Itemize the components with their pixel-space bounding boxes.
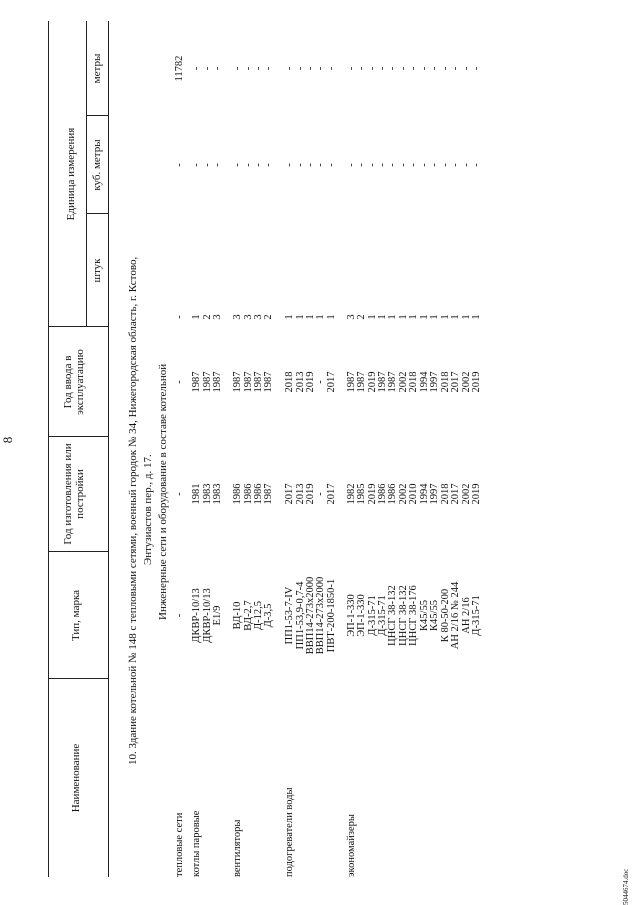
cell-year-commissioned: 1987 (253, 371, 264, 393)
cell-cubic: - (461, 163, 472, 167)
cell-year-made: 1986 (253, 483, 264, 505)
cell-pieces: 3 (243, 314, 254, 320)
cell-cubic: - (356, 163, 367, 167)
cell-year-commissioned: 1987 (356, 371, 367, 393)
cell-year-commissioned: 1987 (202, 371, 213, 393)
cell-year-made: 2017 (284, 483, 295, 505)
cell-year-commissioned: 1987 (191, 371, 202, 393)
cell-year-commissioned: 2018 (284, 371, 295, 393)
cell-year-commissioned: 2018 (408, 371, 419, 393)
cell-cubic: - (367, 163, 378, 167)
cell-meters: - (377, 66, 388, 71)
cell-year-commissioned: 2018 (440, 371, 451, 393)
cell-year-commissioned: 2019 (305, 371, 316, 393)
cell-pieces: 1 (295, 314, 306, 320)
cell-type: - (174, 613, 185, 618)
cell-pieces: 1 (408, 314, 419, 320)
cell-year-made: 1986 (232, 483, 243, 505)
cell-year-commissioned: 2017 (326, 371, 337, 393)
cell-cubic: - (346, 163, 357, 167)
cell-meters: - (191, 66, 202, 71)
cell-type: ДКВР-10/13 (191, 588, 202, 643)
cell-type: ПП1-53,9-0,7-4 (295, 581, 306, 650)
header-unit-cubic: куб. метры (91, 139, 103, 191)
cell-meters: - (202, 66, 213, 71)
cell-year-commissioned: 1987 (232, 371, 243, 393)
cell-pieces: 3 (253, 314, 264, 320)
header-name: Наименование (70, 743, 82, 813)
col-divider-3 (48, 436, 108, 437)
cell-year-made: 1986 (377, 483, 388, 505)
cell-meters: - (232, 66, 243, 71)
cell-year-made: 2017 (450, 483, 461, 505)
cell-meters: - (429, 66, 440, 71)
cell-type: Д-315-71 (377, 595, 388, 636)
cell-cubic: - (315, 163, 326, 167)
cell-type: ВД-2,7 (243, 600, 254, 631)
cell-cubic: - (212, 163, 223, 167)
caption-line-1: 10. Здание котельной № 148 с тепловыми сетями, военный городок № 34, Нижегородская область, г. Кстово, (127, 256, 139, 765)
cell-cubic: - (295, 163, 306, 167)
cell-pieces: 1 (387, 314, 398, 320)
cell-type: Е1/9 (212, 605, 223, 626)
header-unit-pieces: штук (91, 258, 103, 283)
cell-year-made: 1997 (429, 483, 440, 505)
cell-year-made: 2010 (408, 483, 419, 505)
cell-cubic: - (174, 163, 185, 167)
cell-pieces: 1 (429, 314, 440, 320)
cell-type: ВВП14-273х2000 (305, 576, 316, 655)
cell-year-commissioned: 1987 (263, 371, 274, 393)
cell-year-commissioned: 1987 (346, 371, 357, 393)
cell-year-commissioned: 2002 (398, 371, 409, 393)
cell-pieces: 1 (315, 314, 326, 320)
cell-type: ЭП-1-330 (346, 594, 357, 637)
cell-meters: - (450, 66, 461, 71)
cell-type: Д-315-71 (367, 595, 378, 636)
cell-name: вентиляторы (232, 819, 243, 877)
cell-year-made: - (315, 492, 326, 496)
cell-type: ВД-10 (232, 601, 243, 630)
cell-type: ЦНСГ 38-176 (408, 585, 419, 646)
cell-cubic: - (408, 163, 419, 167)
cell-pieces: 2 (263, 314, 274, 320)
cell-type: К45/55 (419, 600, 430, 631)
cell-cubic: - (471, 163, 482, 167)
cell-name: котлы паровые (191, 810, 202, 877)
cell-meters: - (346, 66, 357, 71)
cell-pieces: 1 (471, 314, 482, 320)
cell-pieces: 1 (305, 314, 316, 320)
cell-pieces: 1 (367, 314, 378, 320)
cell-year-made: 1981 (191, 483, 202, 505)
cell-year-commissioned: 1987 (387, 371, 398, 393)
caption-line-2: Энтузиастов пер., д. 17. (142, 454, 154, 565)
cell-year-commissioned: 2019 (471, 371, 482, 393)
cell-year-commissioned: 1987 (377, 371, 388, 393)
cell-meters: - (284, 66, 295, 71)
table-top-line (48, 21, 49, 877)
cell-meters: - (471, 66, 482, 71)
cell-year-commissioned: 2019 (367, 371, 378, 393)
cell-year-commissioned: 1987 (212, 371, 223, 393)
cell-meters: - (440, 66, 451, 71)
units-subheader-line (86, 21, 87, 327)
cell-meters: - (305, 66, 316, 71)
cell-year-made: 2013 (295, 483, 306, 505)
cell-pieces: 3 (212, 314, 223, 320)
cell-type: АН 2/16 № 244 (450, 581, 461, 650)
footer-filename: 5044674.doc (622, 868, 630, 905)
cell-cubic: - (440, 163, 451, 167)
cell-type: ПВТ-200-1850-1 (326, 578, 337, 653)
cell-type: ВВП14-273х2000 (315, 576, 326, 655)
cell-pieces: 1 (440, 314, 451, 320)
cell-cubic: - (202, 163, 213, 167)
cell-meters: - (212, 66, 223, 71)
cell-year-made: 1983 (212, 483, 223, 505)
cell-pieces: 1 (461, 314, 472, 320)
cell-meters: - (367, 66, 378, 71)
cell-meters: - (419, 66, 430, 71)
cell-pieces: 2 (356, 314, 367, 320)
cell-year-made: 1994 (419, 483, 430, 505)
header-unit-meters: метры (91, 53, 103, 84)
cell-year-made: 2017 (326, 483, 337, 505)
cell-meters: - (326, 66, 337, 71)
cell-cubic: - (429, 163, 440, 167)
header-type: Тип, марка (70, 589, 82, 642)
cell-type: Д-3,5 (263, 603, 274, 628)
cell-cubic: - (305, 163, 316, 167)
cell-year-commissioned: 2013 (295, 371, 306, 393)
cell-type: К45/55 (429, 600, 440, 631)
cell-pieces: 3 (232, 314, 243, 320)
cell-name: тепловые сети (174, 812, 185, 877)
cell-name: подогреватели воды (284, 787, 295, 877)
cell-year-made: 1985 (356, 483, 367, 505)
header-units: Единица измерения (65, 127, 77, 221)
cell-cubic: - (232, 163, 243, 167)
cell-type: ЦНСГ 38-132 (398, 585, 409, 646)
cell-year-commissioned: 2017 (450, 371, 461, 393)
cell-meters: 11782 (174, 55, 185, 82)
cell-year-made: 2019 (471, 483, 482, 505)
cell-year-commissioned: - (174, 380, 185, 384)
cell-cubic: - (450, 163, 461, 167)
cell-cubic: - (191, 163, 202, 167)
cell-cubic: - (398, 163, 409, 167)
cell-cubic: - (284, 163, 295, 167)
cell-type: ЭП-1-330 (356, 594, 367, 637)
cell-cubic: - (419, 163, 430, 167)
cell-pieces: 1 (450, 314, 461, 320)
cell-cubic: - (326, 163, 337, 167)
cell-year-made: 2002 (398, 483, 409, 505)
cell-meters: - (387, 66, 398, 71)
cell-year-commissioned: 1994 (419, 371, 430, 393)
cell-year-made: - (174, 492, 185, 496)
cell-pieces: 1 (191, 314, 202, 320)
cell-meters: - (461, 66, 472, 71)
cell-type: Д-315-71 (471, 595, 482, 636)
cell-meters: - (356, 66, 367, 71)
cell-type: АН 2/16 (461, 597, 472, 634)
cell-pieces: 2 (202, 314, 213, 320)
cell-year-commissioned: 1987 (243, 371, 254, 393)
cell-meters: - (408, 66, 419, 71)
cell-cubic: - (387, 163, 398, 167)
cell-year-made: 1986 (243, 483, 254, 505)
cell-pieces: 1 (377, 314, 388, 320)
cell-meters: - (263, 66, 274, 71)
cell-year-made: 1982 (346, 483, 357, 505)
cell-year-made: 2019 (367, 483, 378, 505)
cell-meters: - (243, 66, 254, 71)
page-number: 8 (0, 436, 15, 444)
cell-cubic: - (377, 163, 388, 167)
cell-year-made: 1986 (387, 483, 398, 505)
cell-cubic: - (243, 163, 254, 167)
cell-meters: - (315, 66, 326, 71)
cell-year-made: 1983 (202, 483, 213, 505)
cell-year-commissioned: 2002 (461, 371, 472, 393)
cell-pieces: 1 (419, 314, 430, 320)
cell-type: Д-12,5 (253, 600, 264, 631)
cell-pieces: - (174, 315, 185, 319)
cell-pieces: 1 (398, 314, 409, 320)
cell-pieces: 3 (346, 314, 357, 320)
cell-year-made: 2002 (461, 483, 472, 505)
header-bottom-line (108, 21, 109, 877)
cell-type: ДКВР-10/13 (202, 588, 213, 643)
cell-meters: - (253, 66, 264, 71)
cell-year-made: 2019 (305, 483, 316, 505)
cell-type: ЦНСГ 38-132 (387, 585, 398, 646)
cell-meters: - (295, 66, 306, 71)
cell-year-commissioned: 1997 (429, 371, 440, 393)
cell-year-made: 1987 (263, 483, 274, 505)
cell-cubic: - (253, 163, 264, 167)
header-year-made: Год изготовления или постройки (62, 443, 86, 545)
cell-year-commissioned: - (315, 380, 326, 384)
cell-cubic: - (263, 163, 274, 167)
cell-name: экономайзеры (346, 814, 357, 877)
cell-meters: - (398, 66, 409, 71)
caption-line-3: Инженерные сети и оборудование в составе котельной (157, 363, 169, 620)
cell-year-made: 2018 (440, 483, 451, 505)
cell-pieces: 1 (326, 314, 337, 320)
header-year-commissioned: Год ввода в эксплуатацию (62, 349, 86, 415)
cell-type: ПП1-53-7-IV (284, 586, 295, 645)
cell-pieces: 1 (284, 314, 295, 320)
cell-type: К 80-50-200 (440, 588, 451, 643)
